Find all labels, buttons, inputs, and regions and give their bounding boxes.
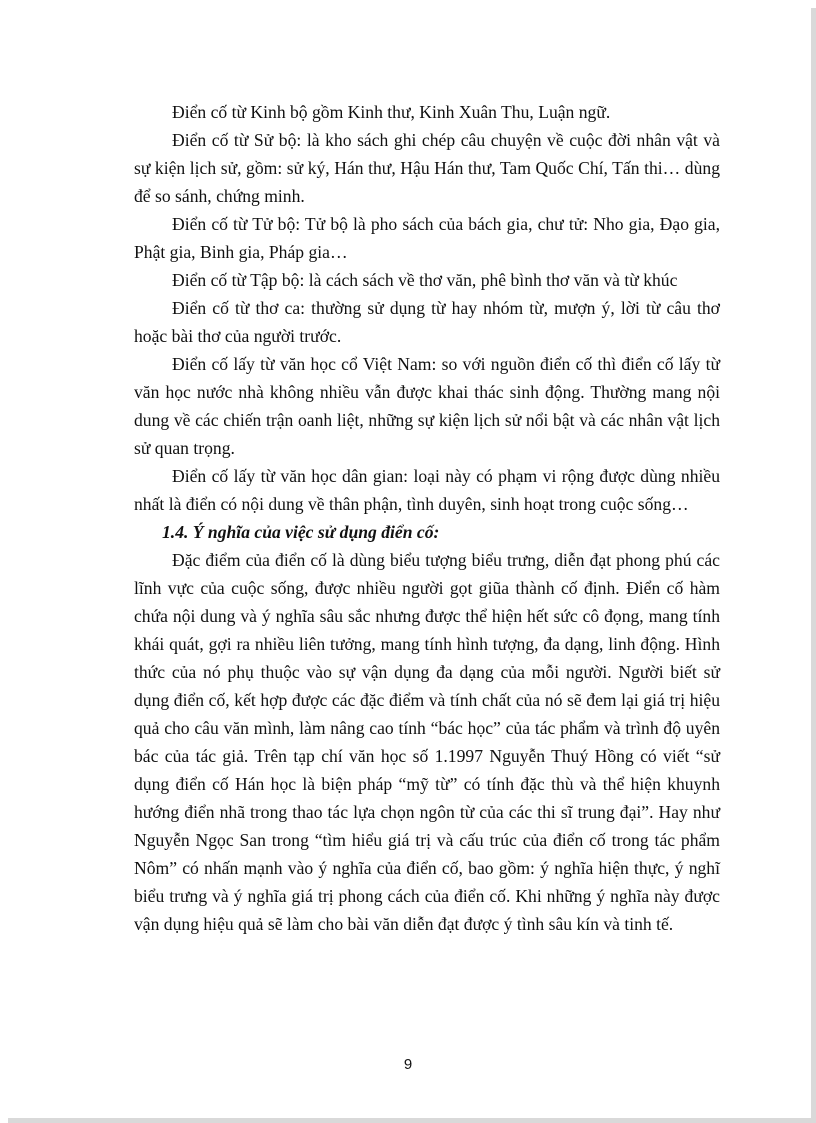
page-number: 9	[403, 1056, 413, 1073]
section-heading: 1.4. Ý nghĩa của việc sử dụng điển cố:	[162, 522, 440, 542]
page-shadow-right	[811, 8, 816, 1123]
page-body	[134, 98, 720, 938]
paragraph-tu-bo: Điển cố từ Tử bộ: Tử bộ là pho sách của bách gia, chư tử: Nho gia, Đạo gia, Phật gia, Binh gia, Pháp gia…	[134, 214, 720, 262]
paragraph-kinh-bo: Điển cố từ Kinh bộ gồm Kinh thư, Kinh Xuân Thu, Luận ngữ.	[172, 102, 611, 122]
paragraph-tho-ca: Điển cố từ thơ ca: thường sử dụng từ hay nhóm từ, mượn ý, lời từ câu thơ hoặc bài thơ của người trước.	[134, 298, 720, 346]
paragraph-van-hoc-dan-gian: Điển cố lấy từ văn học dân gian: loại này có phạm vi rộng được dùng nhiều nhất là điển có nội dung về thân phận, tình duyên, sinh hoạt trong cuộc sống…	[134, 466, 720, 514]
paragraph-su-bo: Điển cố từ Sử bộ: là kho sách ghi chép câu chuyện về cuộc đời nhân vật và sự kiện lịch sử, gồm: sử ký, Hán thư, Hậu Hán thư, Tam Quốc Chí, Tấn thi… dùng để so sánh, chứng minh.	[134, 130, 720, 206]
paragraph-van-hoc-co: Điển cố lấy từ văn học cổ Việt Nam: so với nguồn điển cố thì điển cố lấy từ văn học nước nhà không nhiều vẫn được khai thác sinh động. Thường mang nội dung về các chiến trận oanh liệt, những sự kiện lịch sử nổi bật và các nhân vật lịch sử quan trọng.	[134, 354, 720, 458]
page-shadow-bottom	[8, 1118, 816, 1123]
paragraph-y-nghia: Đặc điểm của điển cố là dùng biểu tượng biểu trưng, diễn đạt phong phú các lĩnh vực của cuộc sống, được nhiều người gọt giũa thành cố định. Điển cố hàm chứa nội dung và ý nghĩa sâu sắc nhưng được thể hiện hết sức cô đọng, mang tính khái quát, gợi ra nhiều liên tưởng, mang tính hình tượng, đa dạng, linh động. Hình thức của nó phụ thuộc vào sự vận dụng đa dạng của mỗi người. Người biết sử dụng điển cố, kết hợp được các đặc điểm và tính chất của nó sẽ đem lại giá trị hiệu quả cho câu văn mình, làm nâng cao tính “bác học” của tác phẩm và trình độ uyên bác của tác giả. Trên tạp chí văn học số 1.1997 Nguyễn Thuý Hồng có viết “sử dụng điển cố Hán học là biện pháp “mỹ từ” có tính đặc thù và thể hiện khuynh hướng điển nhã trong thao tác lựa chọn ngôn từ của các thi sĩ trung đại”. Hay như Nguyễn Ngọc San trong “tìm hiểu giá trị và cấu trúc của điển cố trong tác phẩm Nôm” có nhấn mạnh vào ý nghĩa của điển cố, bao gồm: ý nghĩa hiện thực, ý nghĩ biểu trưng và ý nghĩa giá trị phong cách của điển cố. Khi những ý nghĩa này được vận dụng hiệu quả sẽ làm cho bài văn diễn đạt được ý tình sâu kín và tinh tế.	[134, 550, 720, 934]
paragraph-tap-bo: Điển cố từ Tập bộ: là cách sách về thơ văn, phê bình thơ văn và từ khúc	[172, 270, 678, 290]
